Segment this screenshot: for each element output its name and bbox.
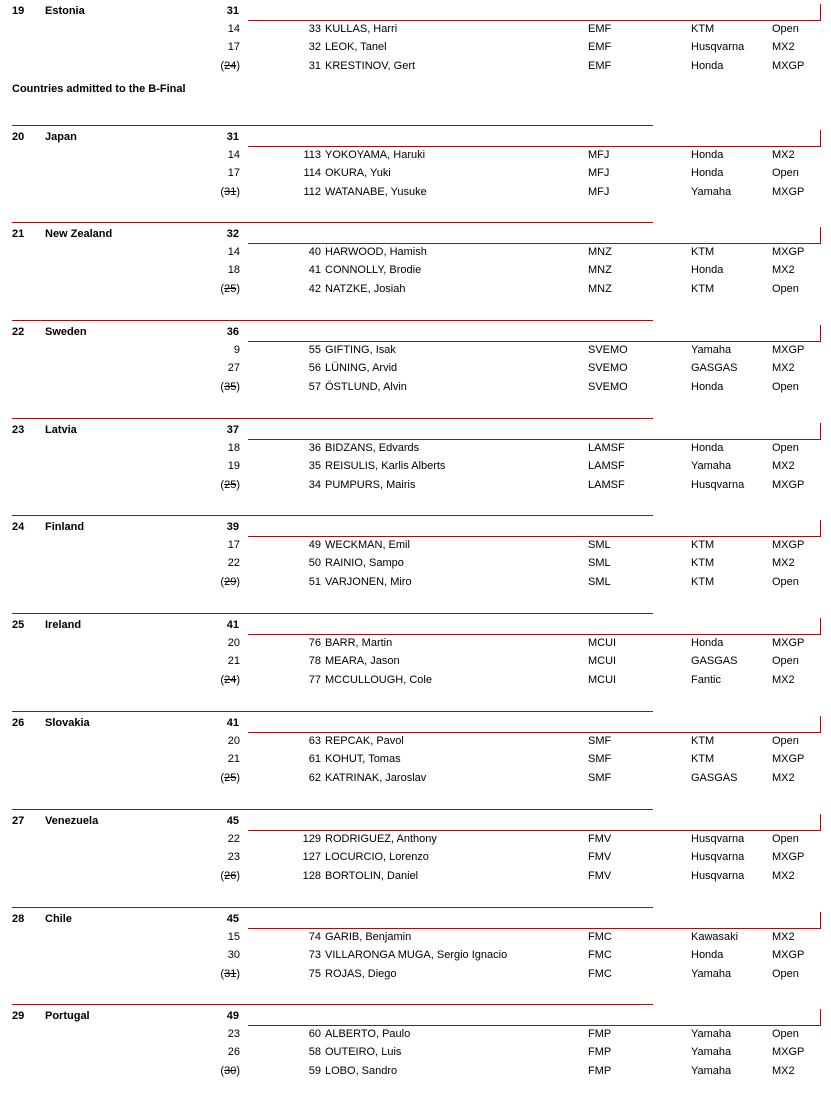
rider-federation: SVEMO bbox=[588, 344, 628, 356]
rider-number: 40 bbox=[308, 246, 321, 258]
rider-number: 59 bbox=[308, 1065, 321, 1077]
dropped-score-value: 30 bbox=[224, 1065, 237, 1077]
rider-brand: Honda bbox=[691, 637, 724, 649]
rider-class: MX2 bbox=[772, 870, 795, 882]
team-divider-line bbox=[12, 320, 653, 321]
rider-class: MX2 bbox=[772, 149, 795, 161]
rider-federation: MCUI bbox=[588, 637, 617, 649]
team-rank: 25 bbox=[12, 619, 25, 631]
rider-score: (25) bbox=[220, 283, 240, 295]
rider-federation: SVEMO bbox=[588, 362, 628, 374]
team-underline-tick bbox=[820, 423, 821, 440]
rider-score bbox=[189, 557, 240, 570]
rider-federation: MCUI bbox=[588, 655, 617, 667]
rider-federation: MCUI bbox=[588, 674, 617, 686]
rider-federation: EMF bbox=[588, 60, 612, 72]
rider-number: 77 bbox=[308, 674, 321, 686]
rider-number: 60 bbox=[308, 1028, 321, 1040]
rider-federation: FMC bbox=[588, 931, 612, 943]
rider-brand: Yamaha bbox=[691, 968, 732, 980]
team-rank: 29 bbox=[12, 1010, 25, 1022]
rider-name: ÖSTLUND, Alvin bbox=[325, 381, 407, 393]
rider-name: LOCURCIO, Lorenzo bbox=[325, 851, 429, 863]
rider-brand: KTM bbox=[691, 576, 715, 588]
score-value: 19 bbox=[227, 460, 240, 472]
rider-brand: Husqvarna bbox=[691, 479, 745, 491]
rider-federation: MFJ bbox=[588, 186, 610, 198]
rider-number: 31 bbox=[308, 60, 321, 72]
rider-name: LÜNING, Arvid bbox=[325, 362, 398, 374]
dropped-score-value: 35 bbox=[224, 381, 237, 393]
rider-number: 58 bbox=[308, 1046, 321, 1058]
rider-brand: KTM bbox=[691, 557, 715, 569]
rider-class: MXGP bbox=[772, 344, 805, 356]
score-value: 14 bbox=[227, 23, 240, 35]
rider-federation: LAMSF bbox=[588, 479, 625, 491]
rider-number: 114 bbox=[303, 167, 321, 179]
team-rank: 19 bbox=[12, 5, 25, 17]
rider-class: MX2 bbox=[772, 264, 795, 276]
rider-score bbox=[189, 167, 240, 180]
rider-number: 75 bbox=[308, 968, 321, 980]
score-value: 9 bbox=[233, 344, 240, 356]
team-underline-tick bbox=[820, 912, 821, 929]
rider-number: 32 bbox=[308, 41, 321, 53]
rider-score bbox=[189, 637, 240, 650]
dropped-score-value: 25 bbox=[224, 772, 237, 784]
rider-federation: FMC bbox=[588, 949, 612, 961]
score-value: 14 bbox=[227, 149, 240, 161]
rider-brand: Yamaha bbox=[691, 1028, 732, 1040]
team-points: 32 bbox=[226, 228, 239, 240]
team-points: 49 bbox=[226, 1010, 239, 1022]
rider-brand: KTM bbox=[691, 539, 715, 551]
team-underline-tick bbox=[820, 520, 821, 537]
score-value: 23 bbox=[227, 851, 240, 863]
rider-name: ROJAS, Diego bbox=[325, 968, 397, 980]
rider-score bbox=[189, 949, 240, 962]
score-value: 15 bbox=[227, 931, 240, 943]
rider-class: MXGP bbox=[772, 186, 805, 198]
rider-name: OKURA, Yuki bbox=[325, 167, 391, 179]
rider-class: MXGP bbox=[772, 1046, 805, 1058]
rider-name: VILLARONGA MUGA, Sergio Ignacio bbox=[325, 949, 508, 961]
rider-class: MX2 bbox=[772, 41, 795, 53]
team-divider-line bbox=[12, 613, 653, 614]
score-value: 22 bbox=[227, 557, 240, 569]
team-rank: 26 bbox=[12, 717, 25, 729]
rider-number: 34 bbox=[308, 479, 321, 491]
rider-name: REPCAK, Pavol bbox=[325, 735, 404, 747]
rider-score: (26) bbox=[220, 870, 240, 882]
team-underline-tick bbox=[820, 4, 821, 21]
rider-class: Open bbox=[772, 381, 799, 393]
rider-federation: SML bbox=[588, 576, 611, 588]
rider-federation: FMP bbox=[588, 1065, 612, 1077]
rider-brand: KTM bbox=[691, 283, 715, 295]
score-value: 26 bbox=[227, 1046, 240, 1058]
rider-name: BIDZANS, Edvards bbox=[325, 442, 420, 454]
team-rank: 24 bbox=[12, 521, 25, 533]
rider-name: MCCULLOUGH, Cole bbox=[325, 674, 432, 686]
rider-brand: KTM bbox=[691, 246, 715, 258]
score-value: 27 bbox=[227, 362, 240, 374]
rider-federation: EMF bbox=[588, 23, 612, 35]
rider-score bbox=[189, 1028, 240, 1041]
team-rank: 28 bbox=[12, 913, 25, 925]
score-value: 22 bbox=[227, 833, 240, 845]
team-country: Estonia bbox=[45, 5, 85, 17]
rider-name: WECKMAN, Emil bbox=[325, 539, 410, 551]
team-points: 45 bbox=[226, 913, 239, 925]
rider-brand: Honda bbox=[691, 60, 724, 72]
team-divider-line bbox=[12, 809, 653, 810]
rider-class: MX2 bbox=[772, 557, 795, 569]
rider-score bbox=[189, 753, 240, 766]
rider-brand: Kawasaki bbox=[691, 931, 739, 943]
rider-number: 49 bbox=[308, 539, 321, 551]
rider-number: 76 bbox=[308, 637, 321, 649]
rider-number: 74 bbox=[308, 931, 321, 943]
dropped-score-value: 29 bbox=[224, 576, 237, 588]
rider-class: MXGP bbox=[772, 479, 805, 491]
team-underline-tick bbox=[820, 325, 821, 342]
rider-score bbox=[189, 460, 240, 473]
rider-federation: LAMSF bbox=[588, 460, 625, 472]
team-rank: 22 bbox=[12, 326, 25, 338]
rider-brand: Honda bbox=[691, 381, 724, 393]
team-points: 36 bbox=[226, 326, 239, 338]
rider-federation: FMV bbox=[588, 851, 612, 863]
rider-federation: MFJ bbox=[588, 149, 610, 161]
rider-federation: SML bbox=[588, 557, 611, 569]
rider-score bbox=[189, 851, 240, 864]
rider-name: MEARA, Jason bbox=[325, 655, 400, 667]
rider-class: Open bbox=[772, 23, 799, 35]
score-value: 18 bbox=[227, 442, 240, 454]
rider-federation: MNZ bbox=[588, 246, 612, 258]
team-underline bbox=[248, 732, 821, 733]
rider-brand: Honda bbox=[691, 264, 724, 276]
rider-federation: SVEMO bbox=[588, 381, 628, 393]
rider-brand: Honda bbox=[691, 442, 724, 454]
rider-score bbox=[189, 539, 240, 552]
rider-brand: Husqvarna bbox=[691, 851, 745, 863]
rider-number: 41 bbox=[308, 264, 321, 276]
rider-class: Open bbox=[772, 442, 799, 454]
rider-score bbox=[189, 1046, 240, 1059]
team-underline bbox=[248, 20, 821, 21]
rider-number: 50 bbox=[308, 557, 321, 569]
rider-score: (35) bbox=[220, 381, 240, 393]
score-value: 23 bbox=[227, 1028, 240, 1040]
rider-name: BARR, Martin bbox=[325, 637, 393, 649]
team-underline bbox=[248, 341, 821, 342]
rider-number: 42 bbox=[308, 283, 321, 295]
team-points: 39 bbox=[226, 521, 239, 533]
rider-federation: FMP bbox=[588, 1028, 612, 1040]
rider-brand: Husqvarna bbox=[691, 870, 745, 882]
rider-class: MX2 bbox=[772, 1065, 795, 1077]
team-country: Finland bbox=[45, 521, 85, 533]
rider-name: VARJONEN, Miro bbox=[325, 576, 412, 588]
team-underline-tick bbox=[820, 130, 821, 147]
rider-class: Open bbox=[772, 655, 799, 667]
rider-class: Open bbox=[772, 735, 799, 747]
rider-name: LOBO, Sandro bbox=[325, 1065, 398, 1077]
score-value: 30 bbox=[227, 949, 240, 961]
rider-federation: MNZ bbox=[588, 264, 612, 276]
team-country: Portugal bbox=[45, 1010, 90, 1022]
team-rank: 23 bbox=[12, 424, 25, 436]
rider-brand: KTM bbox=[691, 735, 715, 747]
rider-name: GIFTING, Isak bbox=[325, 344, 396, 356]
rider-score bbox=[189, 735, 240, 748]
rider-federation: SMF bbox=[588, 735, 612, 747]
rider-brand: Yamaha bbox=[691, 344, 732, 356]
rider-class: MXGP bbox=[772, 539, 805, 551]
rider-number: 73 bbox=[308, 949, 321, 961]
rider-class: MX2 bbox=[772, 931, 795, 943]
team-divider-line bbox=[12, 515, 653, 516]
rider-brand: Husqvarna bbox=[691, 41, 745, 53]
team-rank: 21 bbox=[12, 228, 25, 240]
rider-name: CONNOLLY, Brodie bbox=[325, 264, 422, 276]
rider-number: 56 bbox=[308, 362, 321, 374]
team-underline-tick bbox=[820, 1009, 821, 1026]
rider-number: 33 bbox=[308, 23, 321, 35]
team-rank: 27 bbox=[12, 815, 25, 827]
score-value: 17 bbox=[227, 167, 240, 179]
team-underline bbox=[248, 1025, 821, 1026]
rider-brand: GASGAS bbox=[691, 772, 738, 784]
rider-brand: KTM bbox=[691, 23, 715, 35]
team-underline-tick bbox=[820, 716, 821, 733]
rider-class: MX2 bbox=[772, 362, 795, 374]
rider-score bbox=[189, 833, 240, 846]
rider-name: WATANABE, Yusuke bbox=[325, 186, 427, 198]
rider-score: (30) bbox=[220, 1065, 240, 1077]
team-divider-line bbox=[12, 1004, 653, 1005]
rider-number: 51 bbox=[308, 576, 321, 588]
rider-class: MXGP bbox=[772, 60, 805, 72]
rider-class: Open bbox=[772, 167, 799, 179]
dropped-score-value: 25 bbox=[224, 283, 237, 295]
rider-score bbox=[189, 442, 240, 455]
rider-federation: FMC bbox=[588, 968, 612, 980]
rider-class: MXGP bbox=[772, 246, 805, 258]
dropped-score-value: 24 bbox=[224, 60, 237, 72]
team-underline bbox=[248, 439, 821, 440]
rider-number: 128 bbox=[302, 870, 321, 882]
score-value: 21 bbox=[227, 655, 240, 667]
rider-name: GARIB, Benjamin bbox=[325, 931, 412, 943]
team-underline bbox=[248, 146, 821, 147]
team-points: 45 bbox=[226, 815, 239, 827]
rider-federation: SML bbox=[588, 539, 611, 551]
team-country: Japan bbox=[45, 131, 77, 143]
team-divider-line bbox=[12, 907, 653, 908]
rider-score: (31) bbox=[220, 968, 240, 980]
rider-name: NATZKE, Josiah bbox=[325, 283, 406, 295]
rider-number: 57 bbox=[308, 381, 321, 393]
rider-class: Open bbox=[772, 576, 799, 588]
rider-class: MXGP bbox=[772, 949, 805, 961]
rider-brand: GASGAS bbox=[691, 362, 738, 374]
score-value: 17 bbox=[227, 41, 240, 53]
rider-name: ALBERTO, Paulo bbox=[325, 1028, 411, 1040]
rider-score bbox=[189, 149, 240, 162]
team-country: Ireland bbox=[45, 619, 82, 631]
team-country: Slovakia bbox=[45, 717, 90, 729]
rider-class: Open bbox=[772, 1028, 799, 1040]
team-divider-line bbox=[12, 125, 653, 126]
rider-federation: SMF bbox=[588, 772, 612, 784]
team-underline bbox=[248, 830, 821, 831]
rider-number: 62 bbox=[308, 772, 321, 784]
rider-score: (25) bbox=[220, 772, 240, 784]
rider-class: MX2 bbox=[772, 674, 795, 686]
team-points: 41 bbox=[226, 619, 239, 631]
rider-class: MX2 bbox=[772, 460, 795, 472]
team-divider-line bbox=[12, 711, 653, 712]
rider-number: 63 bbox=[308, 735, 321, 747]
rider-brand: Yamaha bbox=[691, 186, 732, 198]
dropped-score-value: 26 bbox=[224, 870, 237, 882]
rider-score bbox=[189, 23, 240, 36]
team-underline bbox=[248, 243, 821, 244]
team-underline-tick bbox=[820, 227, 821, 244]
rider-number: 55 bbox=[308, 344, 321, 356]
rider-score bbox=[189, 362, 240, 375]
team-underline bbox=[248, 634, 821, 635]
rider-name: REISULIS, Karlis Alberts bbox=[325, 460, 446, 472]
team-country: Sweden bbox=[45, 326, 87, 338]
rider-score bbox=[189, 344, 240, 357]
score-value: 14 bbox=[227, 246, 240, 258]
rider-number: 127 bbox=[302, 851, 321, 863]
rider-number: 129 bbox=[302, 833, 321, 845]
score-value: 17 bbox=[227, 539, 240, 551]
score-value: 20 bbox=[227, 735, 240, 747]
rider-name: KRESTINOV, Gert bbox=[325, 60, 416, 72]
rider-score: (29) bbox=[220, 576, 240, 588]
rider-score: (25) bbox=[220, 479, 240, 491]
rider-score bbox=[189, 655, 240, 668]
rider-number: 78 bbox=[308, 655, 321, 667]
rider-federation: MFJ bbox=[588, 167, 610, 179]
rider-score: (24) bbox=[220, 60, 240, 72]
team-country: Latvia bbox=[45, 424, 77, 436]
rider-federation: FMV bbox=[588, 870, 612, 882]
rider-class: Open bbox=[772, 968, 799, 980]
rider-federation: EMF bbox=[588, 41, 612, 53]
rider-name: KATRINAK, Jaroslav bbox=[325, 772, 427, 784]
rider-score: (24) bbox=[220, 674, 240, 686]
rider-number: 112 bbox=[303, 186, 321, 198]
rider-number: 61 bbox=[308, 753, 321, 765]
rider-brand: Yamaha bbox=[691, 1046, 732, 1058]
rider-federation: FMP bbox=[588, 1046, 612, 1058]
rider-federation: SMF bbox=[588, 753, 612, 765]
team-country: New Zealand bbox=[45, 228, 113, 240]
rider-class: Open bbox=[772, 833, 799, 845]
rider-score bbox=[189, 931, 240, 944]
team-underline bbox=[248, 536, 821, 537]
rider-brand: Husqvarna bbox=[691, 833, 745, 845]
rider-name: RODRIGUEZ, Anthony bbox=[325, 833, 437, 845]
dropped-score-value: 31 bbox=[224, 968, 237, 980]
team-points: 37 bbox=[226, 424, 239, 436]
team-points: 41 bbox=[226, 717, 239, 729]
rider-federation: LAMSF bbox=[588, 442, 625, 454]
rider-brand: KTM bbox=[691, 753, 715, 765]
rider-name: LEOK, Tanel bbox=[325, 41, 387, 53]
dropped-score-value: 31 bbox=[224, 186, 237, 198]
rider-number: 113 bbox=[303, 149, 321, 161]
rider-name: HARWOOD, Hamish bbox=[325, 246, 427, 258]
rider-score bbox=[189, 264, 240, 277]
rider-federation: MNZ bbox=[588, 283, 612, 295]
rider-brand: Yamaha bbox=[691, 460, 732, 472]
rider-name: YOKOYAMA, Haruki bbox=[325, 149, 426, 161]
rider-number: 35 bbox=[308, 460, 321, 472]
rider-brand: Yamaha bbox=[691, 1065, 732, 1077]
team-underline-tick bbox=[820, 814, 821, 831]
rider-score bbox=[189, 41, 240, 54]
team-country: Chile bbox=[45, 913, 72, 925]
rider-score: (31) bbox=[220, 186, 240, 198]
team-divider-line bbox=[12, 222, 653, 223]
section-heading: Countries admitted to the B-Final bbox=[12, 83, 186, 95]
rider-class: MXGP bbox=[772, 637, 805, 649]
score-value: 20 bbox=[227, 637, 240, 649]
dropped-score-value: 25 bbox=[224, 479, 237, 491]
team-divider-line bbox=[12, 418, 653, 419]
rider-name: OUTEIRO, Luis bbox=[325, 1046, 402, 1058]
rider-brand: Honda bbox=[691, 949, 724, 961]
team-country: Venezuela bbox=[45, 815, 99, 827]
rider-class: MXGP bbox=[772, 753, 805, 765]
rider-class: Open bbox=[772, 283, 799, 295]
rider-name: KOHUT, Tomas bbox=[325, 753, 401, 765]
team-rank: 20 bbox=[12, 131, 25, 143]
team-underline-tick bbox=[820, 618, 821, 635]
score-value: 18 bbox=[227, 264, 240, 276]
rider-class: MX2 bbox=[772, 772, 795, 784]
rider-brand: Fantic bbox=[691, 674, 721, 686]
team-points: 31 bbox=[226, 5, 239, 17]
team-underline bbox=[248, 928, 821, 929]
rider-brand: Honda bbox=[691, 149, 724, 161]
rider-score bbox=[189, 246, 240, 259]
dropped-score-value: 24 bbox=[224, 674, 237, 686]
team-points: 31 bbox=[226, 131, 239, 143]
score-value: 21 bbox=[227, 753, 240, 765]
rider-brand: Honda bbox=[691, 167, 724, 179]
rider-number: 36 bbox=[308, 442, 321, 454]
rider-federation: FMV bbox=[588, 833, 612, 845]
rider-class: MXGP bbox=[772, 851, 805, 863]
rider-name: BORTOLIN, Daniel bbox=[325, 870, 419, 882]
rider-name: PUMPURS, Mairis bbox=[325, 479, 416, 491]
rider-name: KULLAS, Harri bbox=[325, 23, 398, 35]
rider-brand: GASGAS bbox=[691, 655, 738, 667]
rider-name: RAINIO, Sampo bbox=[325, 557, 404, 569]
